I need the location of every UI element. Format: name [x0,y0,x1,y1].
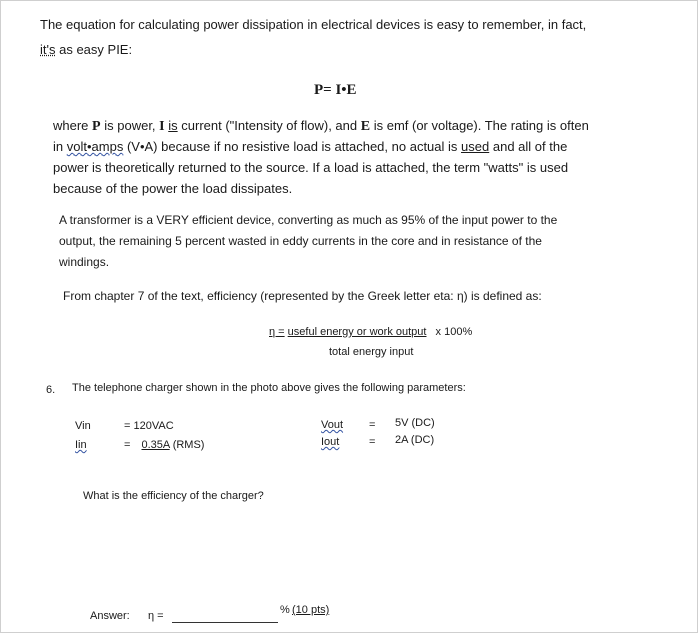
intro-rest: as easy PIE: [59,42,133,57]
para1-text: where [53,118,89,133]
iin-label-text: Iin [75,439,87,451]
answer-points-text: (10 pts) [292,604,330,616]
answer-points [292,604,329,617]
iin-amount: 0.35A [141,439,170,451]
symbol-p: P [92,119,101,134]
para1-text: is emf (or voltage). The rating is often [373,118,589,133]
para3-efficiency-intro: From chapter 7 of the text, efficiency (represented by the Greek letter eta: η) is defined as: [63,289,542,303]
question-text: The telephone charger shown in the photo above gives the following parameters: [72,382,466,394]
symbol-i: I [159,119,165,134]
efficiency-formula [269,326,472,339]
pie-formula: P= I•E [314,82,357,98]
efficiency-numerator: useful energy or work output [287,326,427,338]
efficiency-denominator: total energy input [329,346,414,358]
iout-value: 2A (DC) [395,434,435,446]
efficiency-question: What is the efficiency of the charger? [83,490,264,502]
para1-line-4: because of the power the load dissipates. [53,181,293,196]
para1-text: is power, [104,118,156,133]
para1-used: used [461,139,490,154]
vin-value: = 120VAC [124,420,174,432]
answer-percent: % [280,604,290,616]
efficiency-times: x 100% [435,326,473,338]
iin-eq: = [124,439,131,451]
para1-line-3: power is theoretically returned to the source. If a load is attached, the term "watts" is used [53,160,569,175]
iin-value [124,439,204,452]
intro-line-1: The equation for calculating power dissipation in electrical devices is easy to remember, in fact, [40,17,587,32]
intro-its: it's [40,42,56,57]
vout-eq: = [369,419,376,431]
iout-label [321,436,339,449]
para2-line-1: A transformer is a VERY efficient device, converting as much as 95% of the input power to the [59,213,558,227]
para1-is: is [168,118,178,133]
answer-eta: η = [148,610,164,622]
vout-label [321,419,343,432]
answer-blank-line[interactable] [172,622,278,623]
para1-text: (V•A) because if no resistive load is attached, no actual is [126,139,458,154]
symbol-e: E [360,119,371,134]
para2-line-2: output, the remaining 5 percent wasted in eddy currents in the core and in resistance of the [59,234,542,248]
vout-value: 5V (DC) [395,417,435,429]
intro-line-2 [40,42,132,58]
para1-line-1 [53,118,589,136]
iin-unit: (RMS) [172,439,205,451]
iout-label-text: Iout [321,436,340,448]
para1-volt-amps: volt•amps [66,139,124,154]
para1-text: current ("Intensity of flow), and [181,118,358,133]
vout-label-text: Vout [321,419,344,431]
question-number: 6. [46,384,56,396]
para1-text: and all of the [492,139,568,154]
para2-line-3: windings. [59,255,110,269]
answer-label: Answer: [90,610,130,622]
eta-symbol: η = [269,326,285,338]
para1-text: in [53,139,64,154]
iin-label [75,439,87,452]
vin-label: Vin [75,420,91,432]
para1-line-2 [53,139,567,155]
iout-eq: = [369,436,376,448]
